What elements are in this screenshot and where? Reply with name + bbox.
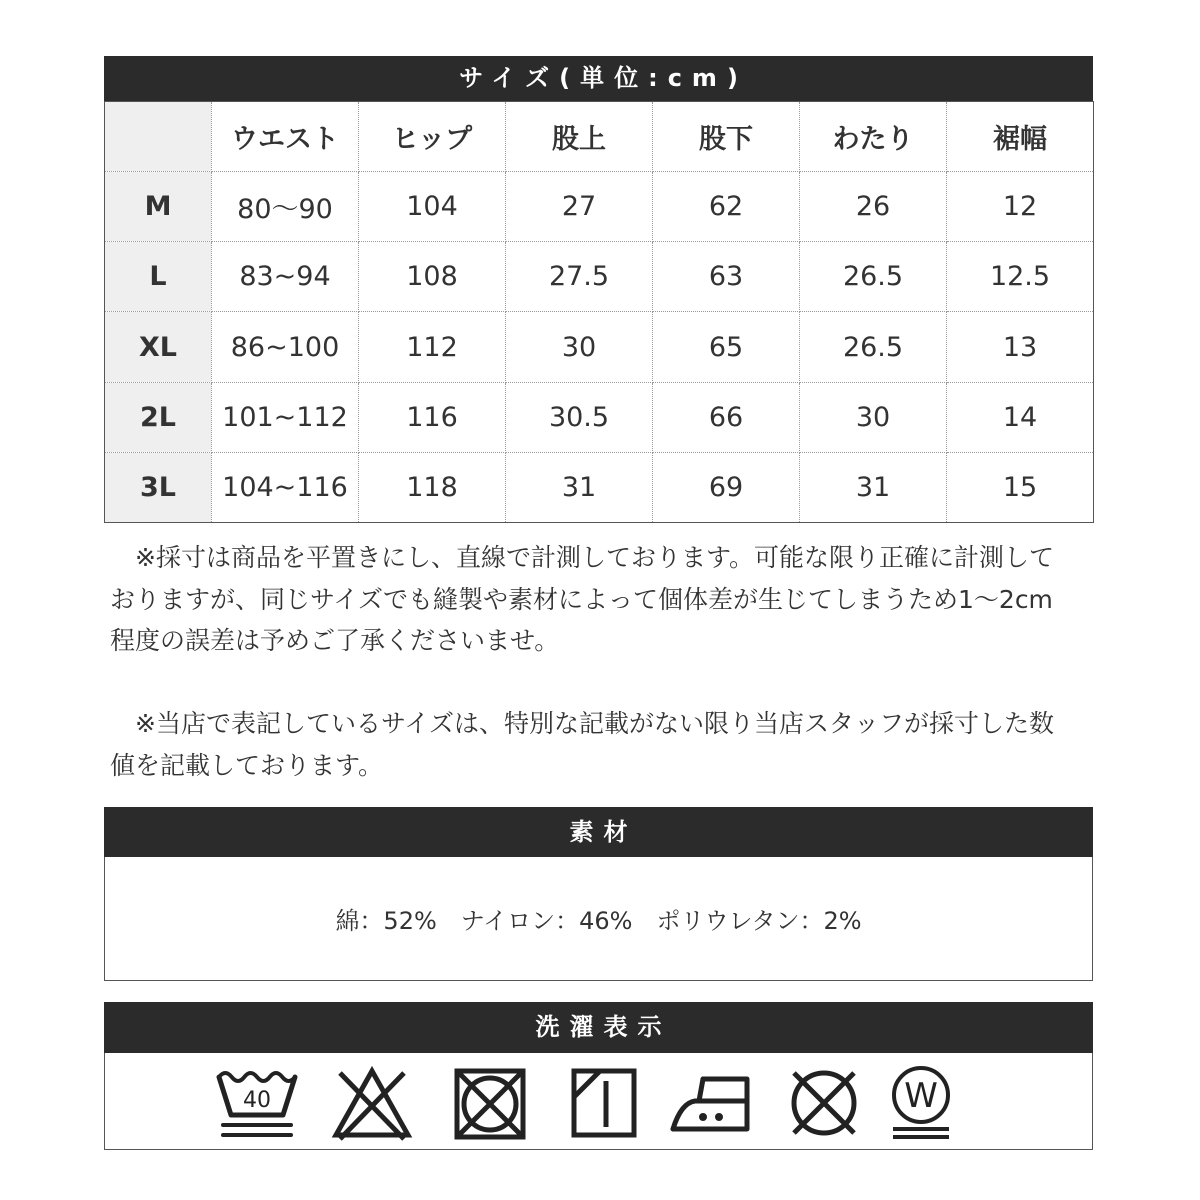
care-symbols-box [104, 1053, 1093, 1150]
note-spacer [110, 662, 1095, 704]
measurement-cell: 118 [359, 452, 506, 522]
size-label-cell: XL [105, 312, 212, 382]
material-box [104, 857, 1093, 981]
measurement-cell: 101~112 [212, 382, 359, 452]
column-header: 股下 [653, 102, 800, 172]
note-line: 値を記載しております。 [110, 750, 384, 780]
wet-clean-letter: W [904, 1076, 938, 1116]
column-header: ヒップ [359, 102, 506, 172]
measurement-cell: 31 [506, 452, 653, 522]
measurement-cell: 12.5 [947, 242, 1094, 312]
wash-temperature-label: 40 [243, 1088, 271, 1113]
column-header: 股上 [506, 102, 653, 172]
no-bleach-icon [330, 1065, 414, 1141]
measurement-cell: 26.5 [800, 242, 947, 312]
measurement-cell: 30.5 [506, 382, 653, 452]
measurement-cell: 86~100 [212, 312, 359, 382]
measurement-cell: 30 [800, 382, 947, 452]
table-row [105, 382, 1094, 452]
measurement-cell: 108 [359, 242, 506, 312]
note-line: ※採寸は商品を平置きにし、直線で計測しております。可能な限り正確に計測して [110, 543, 1054, 572]
measurement-cell: 69 [653, 452, 800, 522]
line-dry-shade-icon [562, 1065, 646, 1141]
measurement-cell: 27.5 [506, 242, 653, 312]
measurement-cell: 26 [800, 172, 947, 242]
measurement-cell: 30 [506, 312, 653, 382]
corner-header-cell [105, 102, 212, 172]
size-table [104, 101, 1094, 523]
wet-clean-very-gentle-icon [879, 1065, 963, 1141]
note-line: ※当店で表記しているサイズは、特別な記載がない限り当店スタッフが採寸した数 [110, 709, 1054, 738]
size-label-cell: 2L [105, 382, 212, 452]
iron-medium-icon [669, 1065, 753, 1141]
measurement-cell: 104 [359, 172, 506, 242]
table-row [105, 172, 1094, 242]
table-header-row [105, 102, 1094, 172]
measurement-cell: 80〜90 [212, 172, 359, 242]
measurement-cell: 14 [947, 382, 1094, 452]
size-table-title: サイズ(単位:cm) [104, 56, 1093, 101]
column-header: わたり [800, 102, 947, 172]
measurement-cell: 116 [359, 382, 506, 452]
measurement-cell: 13 [947, 312, 1094, 382]
wash-40-very-gentle-icon [215, 1065, 299, 1141]
measurement-cell: 66 [653, 382, 800, 452]
measurement-cell: 112 [359, 312, 506, 382]
measurement-cell: 27 [506, 172, 653, 242]
table-row [105, 312, 1094, 382]
care-title: 洗濯表示 [104, 1002, 1093, 1053]
measurement-notes [110, 537, 1095, 786]
table-row [105, 452, 1094, 522]
measurement-cell: 31 [800, 452, 947, 522]
measurement-cell: 104~116 [212, 452, 359, 522]
column-header: 裾幅 [947, 102, 1094, 172]
material-title: 素材 [104, 807, 1093, 857]
size-label-cell: M [105, 172, 212, 242]
material-composition: 綿：52% ナイロン：46% ポリウレタン：2% [335, 907, 862, 935]
measurement-cell: 15 [947, 452, 1094, 522]
note-line: おりますが、同じサイズでも縫製や素材によって個体差が生じてしまうため1～2cm [110, 584, 1053, 614]
measurement-cell: 65 [653, 312, 800, 382]
size-table-body [105, 102, 1094, 523]
no-tumble-dry-icon [448, 1065, 532, 1141]
measurement-cell: 63 [653, 242, 800, 312]
column-header: ウエスト [212, 102, 359, 172]
measurement-cell: 26.5 [800, 312, 947, 382]
measurement-cell: 12 [947, 172, 1094, 242]
size-label-cell: L [105, 242, 212, 312]
measurement-cell: 62 [653, 172, 800, 242]
table-row [105, 242, 1094, 312]
no-dry-clean-icon [782, 1065, 866, 1141]
note-line: 程度の誤差は予めご了承くださいませ。 [110, 626, 560, 655]
size-label-cell: 3L [105, 452, 212, 522]
measurement-cell: 83~94 [212, 242, 359, 312]
